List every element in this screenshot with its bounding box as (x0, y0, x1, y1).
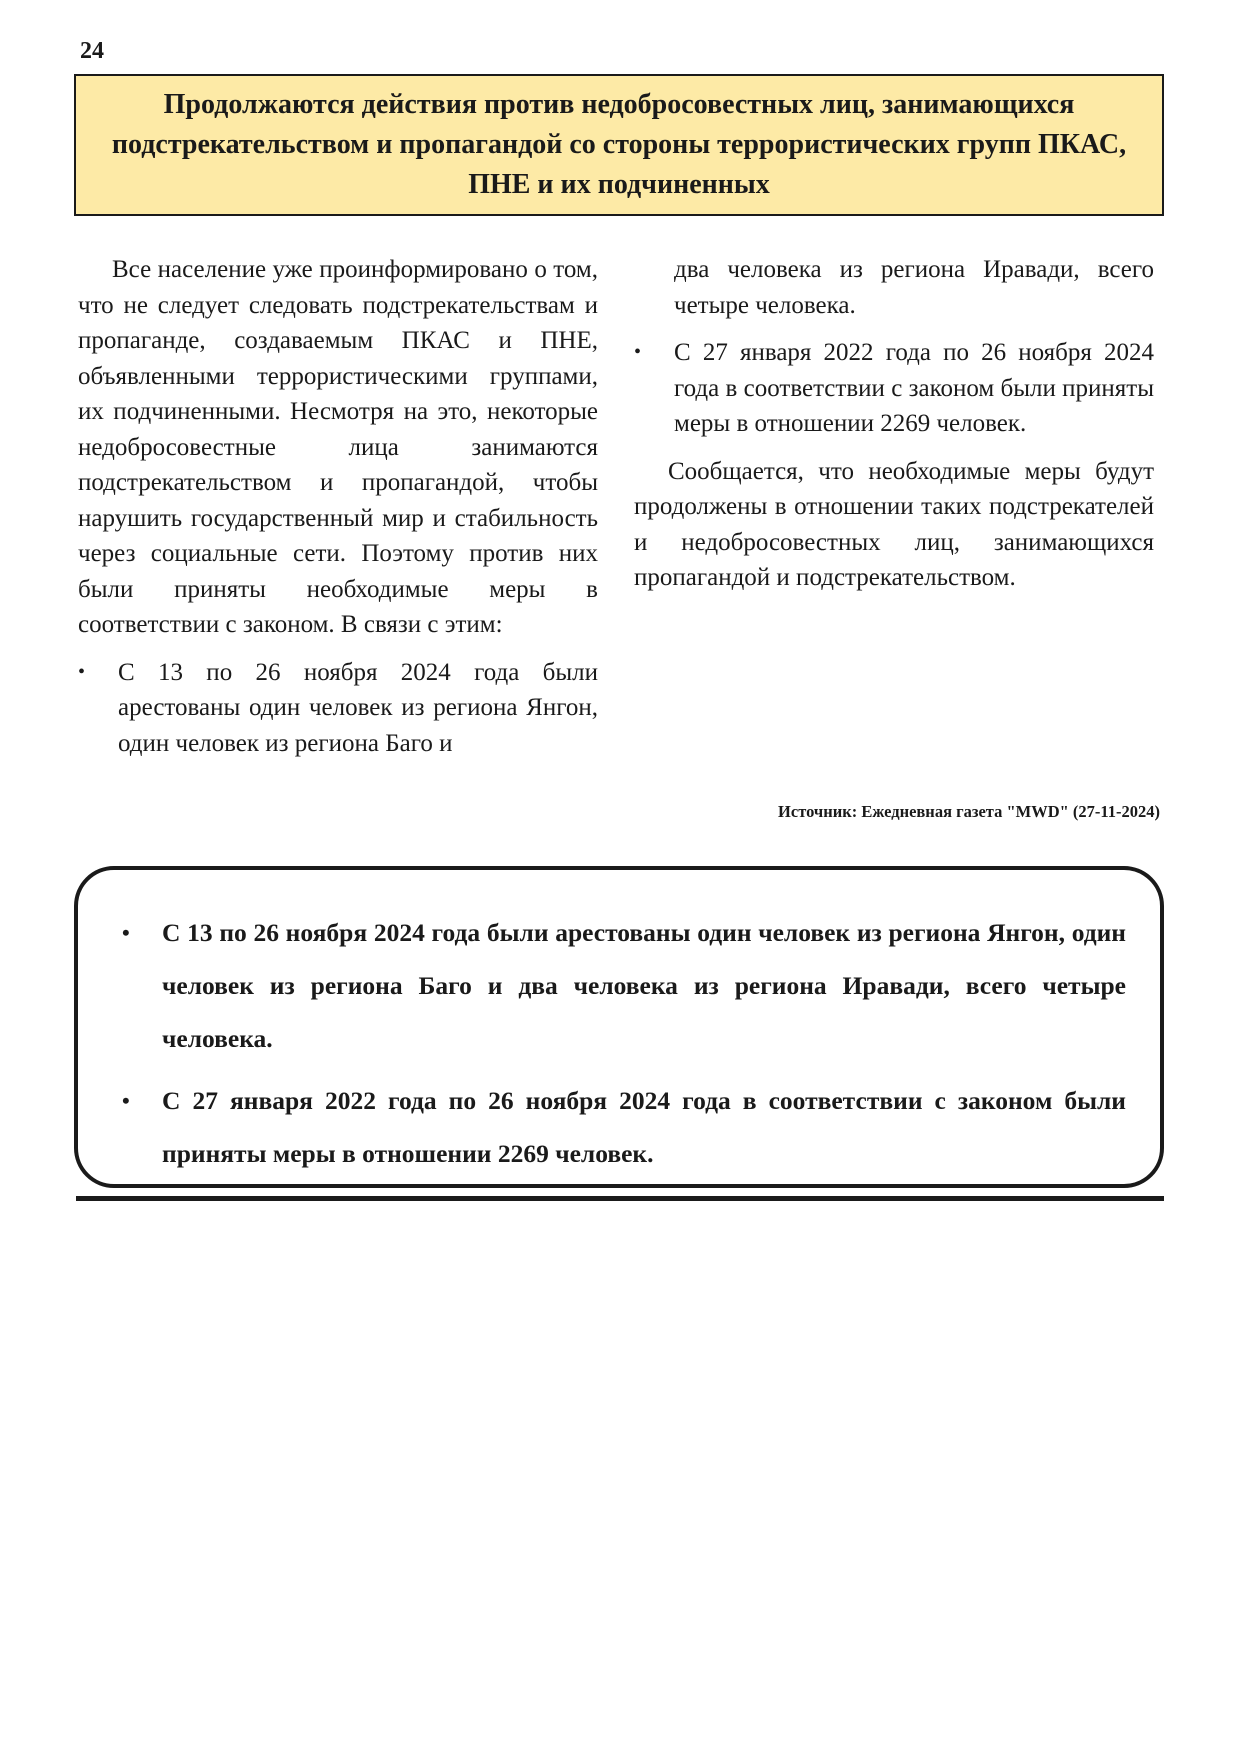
section-divider (76, 1196, 1164, 1201)
article-column-right (634, 252, 1154, 596)
source-citation: Источник: Ежедневная газета "MWD" (27-11-2024) (778, 802, 1160, 821)
headline-box (74, 74, 1164, 216)
article-column-left (78, 252, 598, 761)
article-bullet-list (78, 655, 598, 762)
article-closing: Сообщается, что необходимые меры будут продолжены в отношении таких подстрекателей и недобросовестных лиц, занимающихся пропагандой и подстрекательством. (634, 457, 1154, 591)
summary-item-2: • С 27 января 2022 года по 26 ноября 2024 года в соответствии с законом были приняты меры в отношении 2269 человек. (122, 1074, 1126, 1180)
summary-item-1: • С 13 по 26 ноября 2024 года были арестованы один человек из региона Янгон, один человек из региона Баго и два человека из региона Иравади, всего четыре человека. (122, 906, 1126, 1065)
summary-list (122, 906, 1126, 1180)
page-number: 24 (80, 38, 104, 64)
article-bullet-1-continued: два человека из региона Иравади, всего четыре человека. (674, 256, 1154, 319)
headline: Продолжаются действия против недобросовестных лиц, занимающихся подстрекательством и пропагандой со стороны террористических групп ПКАС, ПНЕ и их подчиненных (111, 89, 1127, 200)
summary-box (74, 866, 1164, 1188)
article-bullet-2: • С 27 января 2022 года по 26 ноября 2024 года в соответствии с законом были приняты меры в отношении 2269 человек. (634, 335, 1154, 442)
article-intro: Все население уже проинформировано о том, что не следует следовать подстрекательствам и пропаганде, создаваемым ПКАС и ПНЕ, объявленными террористическими группами, их подчиненными. Несмотря на это, некоторые недобросовестные лица занимаются подстрекательством и пропагандой, чтобы нарушить государственный мир и стабильность через социальные сети. Поэтому против них были приняты необходимые меры в соответствии с законом. В связи с этим: (78, 256, 598, 638)
article-bullet-list-continued (634, 335, 1154, 442)
article-bullet-1: • С 13 по 26 ноября 2024 года были арестованы один человек из региона Янгон, один человек из региона Баго и (78, 655, 598, 762)
